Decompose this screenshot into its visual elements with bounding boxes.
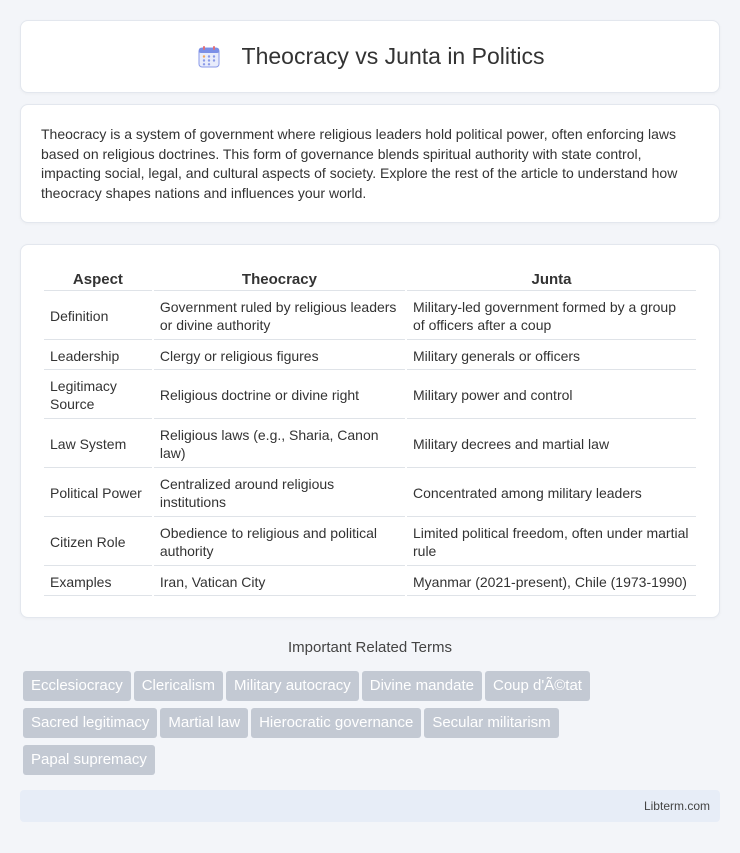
table-row [44, 568, 696, 596]
cell-aspect: Legitimacy Source [44, 372, 152, 419]
cell-junta: Military power and control [407, 372, 696, 419]
term-tag[interactable]: Hierocratic governance [251, 708, 421, 738]
column-header-theocracy: Theocracy [154, 267, 405, 291]
cell-theocracy: Centralized around religious institutions [154, 470, 405, 517]
cell-theocracy: Obedience to religious and political authority [154, 519, 405, 566]
cell-aspect: Law System [44, 421, 152, 468]
term-tag[interactable]: Papal supremacy [23, 745, 155, 775]
page-title: Theocracy vs Junta in Politics [241, 43, 545, 69]
related-terms-list [23, 671, 723, 782]
column-header-aspect: Aspect [44, 267, 152, 291]
cell-aspect: Definition [44, 293, 152, 340]
term-tag[interactable]: Clericalism [134, 671, 223, 701]
comparison-card [20, 244, 720, 618]
footer-site-link[interactable]: Libterm.com [643, 799, 710, 813]
header [196, 43, 545, 70]
cell-aspect: Political Power [44, 470, 152, 517]
cell-aspect: Examples [44, 568, 152, 596]
table-row [44, 421, 696, 468]
table-row [44, 372, 696, 419]
cell-junta: Military-led government formed by a group of officers after a coup [407, 293, 696, 340]
comparison-table [42, 265, 698, 598]
table-row [44, 293, 696, 340]
cell-junta: Limited political freedom, often under martial rule [407, 519, 696, 566]
cell-theocracy: Iran, Vatican City [154, 568, 405, 596]
table-row [44, 470, 696, 517]
intro-card [20, 104, 720, 223]
cell-theocracy: Government ruled by religious leaders or divine authority [154, 293, 405, 340]
term-tag[interactable]: Ecclesiocracy [23, 671, 131, 701]
footer [20, 790, 720, 822]
calendar-icon [196, 44, 222, 70]
cell-theocracy: Religious doctrine or divine right [154, 372, 405, 419]
term-tag[interactable]: Divine mandate [362, 671, 482, 701]
related-terms-heading: Important Related Terms [288, 639, 452, 656]
cell-junta: Military decrees and martial law [407, 421, 696, 468]
cell-theocracy: Clergy or religious figures [154, 342, 405, 370]
term-tag[interactable]: Coup d'Ã©tat [485, 671, 590, 701]
cell-aspect: Leadership [44, 342, 152, 370]
header-card [20, 20, 720, 93]
table-row [44, 519, 696, 566]
term-tag[interactable]: Military autocracy [226, 671, 359, 701]
term-tag[interactable]: Secular militarism [424, 708, 558, 738]
cell-junta: Concentrated among military leaders [407, 470, 696, 517]
table-header-row [44, 267, 696, 291]
column-header-junta: Junta [407, 267, 696, 291]
intro-paragraph: Theocracy is a system of government where religious leaders hold political power, often enforcing laws based on religious doctrines. This form of governance blends spiritual authority with state control, impacting social, legal, and cultural aspects of society. Explore the rest of the article to understand how theocracy shapes nations and influences your world. [41, 126, 678, 201]
cell-junta: Myanmar (2021-present), Chile (1973-1990) [407, 568, 696, 596]
cell-aspect: Citizen Role [44, 519, 152, 566]
cell-theocracy: Religious laws (e.g., Sharia, Canon law) [154, 421, 405, 468]
table-row [44, 342, 696, 370]
cell-junta: Military generals or officers [407, 342, 696, 370]
term-tag[interactable]: Sacred legitimacy [23, 708, 157, 738]
term-tag[interactable]: Martial law [160, 708, 248, 738]
